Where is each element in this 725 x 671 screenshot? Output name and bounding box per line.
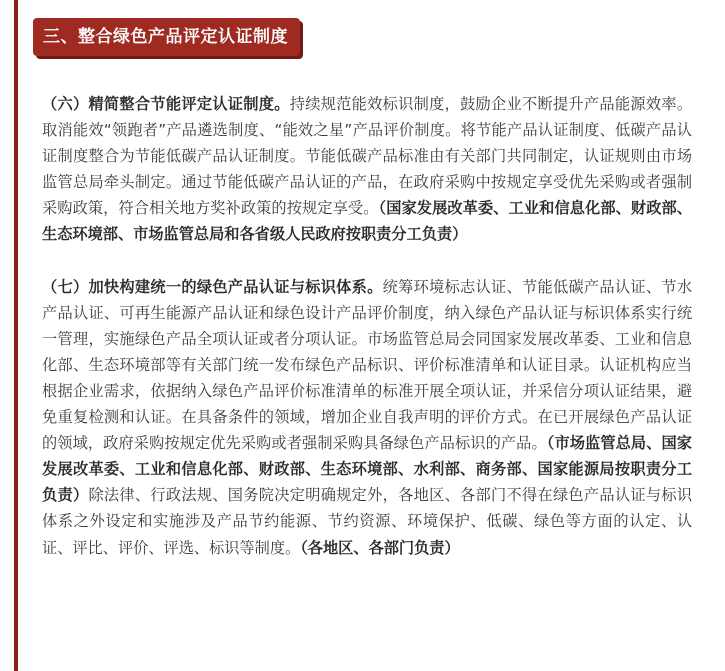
paragraph-six-responsibility: （国家发展改革委、工业和信息化部、财政部、生态环境部、市场监管总局和各省级人民政府按职责分工负责）	[42, 199, 692, 244]
paragraph-seven-body-continued: 除法律、行政法规、国务院决定明确规定外，各地区、各部门不得在绿色产品认证与标识体系之外设定和实施涉及产品节约能源、节约资源、环境保护、低碳、绿色等方面的认定、认证、评比、评价、评选、标识等制度。	[42, 486, 693, 557]
paragraph-six-body: 持续规范能效标识制度，鼓励企业不断提升产品能源效率。取消能效“领跑者”产品遴选制度、“能效之星”产品评价制度。将节能产品认证制度、低碳产品认证制度整合为节能低碳产品认证制度。节能低碳产品标准由有关部门共同制定，认证规则由市场监管总局牵头制定。通过节能低碳产品认证的产品，在政府采购中按规定享受优先采购或者强制采购政策，符合相关地方奖补政策的按规定享受。	[42, 95, 693, 218]
paragraph-six-heading: （六）精简整合节能评定认证制度。	[42, 95, 290, 113]
article-body	[42, 91, 692, 561]
paragraph-seven	[42, 274, 692, 561]
paragraph-seven-responsibility: （市场监管总局、国家发展改革委、工业和信息化部、财政部、生态环境部、水利部、商务部、国家能源局按职责分工负责）	[42, 434, 692, 505]
left-accent-rule	[14, 0, 18, 671]
paragraph-six	[42, 91, 692, 248]
paragraph-seven-responsibility-local: （各地区、各部门负责）	[300, 538, 460, 557]
section-heading-text: 三、整合绿色产品评定认证制度	[43, 27, 288, 47]
paragraph-seven-heading: （七）加快构建统一的绿色产品认证与标识体系。	[42, 277, 383, 296]
paragraph-seven-body: 统筹环境标志认证、节能低碳产品认证、节水产品认证、可再生能源产品认证和绿色设计产品评价制度，纳入绿色产品认证与标识体系实行统一管理，实施绿色产品全项认证或者分项认证。市场监管总局会同国家发展改革委、工业和信息化部、生态环境部等有关部门统一发布绿色产品标识、评价标准清单和认证目录。认证机构应当根据企业需求，依据纳入绿色产品评价标准清单的标准开展全项认证，并采信分项认证结果，避免重复检测和认证。在具备条件的领域，增加企业自我声明的评价方式。在已开展绿色产品认证的领域，政府采购按规定优先采购或者强制采购具备绿色产品标识的产品。	[42, 277, 693, 453]
section-heading-banner	[33, 18, 300, 56]
